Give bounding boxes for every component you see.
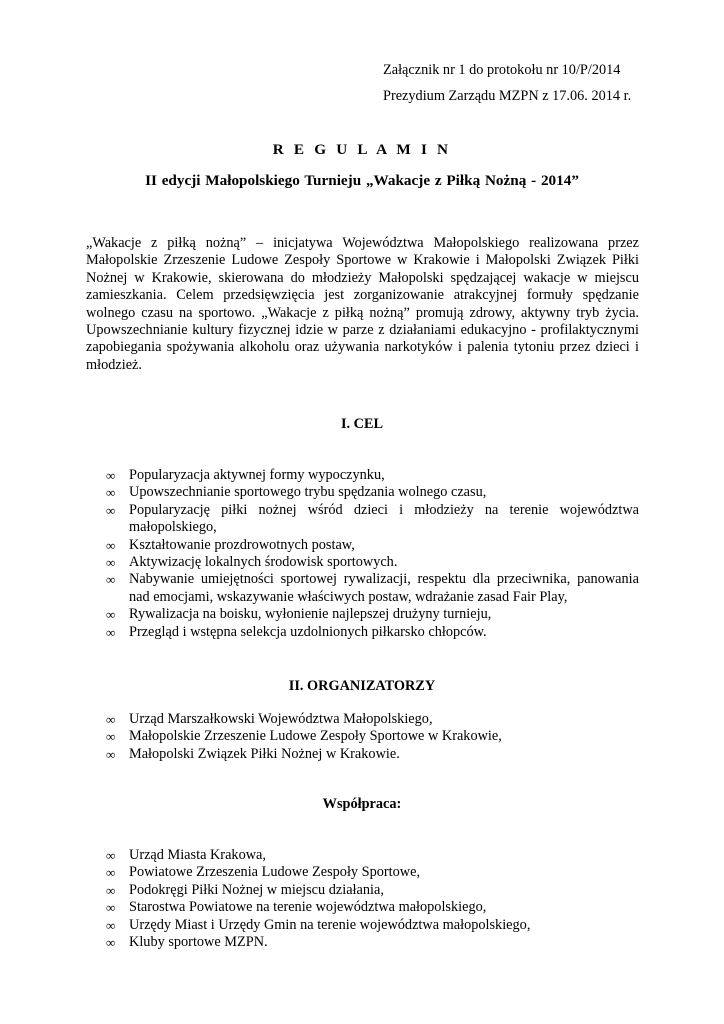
intro-text: „Wakacje z piłką nożną” – inicjatywa Województwa Małopolskiego realizowana przez Małopolskie Zrzeszenie Ludowe Zespoły Sportowe w Krakowie i Małopolski Związek Piłki Nożnej w Krakowie, skierowana do młodzieży Małopolski spędzającej wakacje w miejscu zamieszkania. Celem przedsięwzięcia jest zorganizowanie atrakcyjnej formuły spędzanie wolnego czasu na sportowo. „Wakacje z piłką nożną” promują zdrowy, aktywny tryb życia. Upowszechnianie kultury fizycznej idzie w parze z działaniami edukacyjno - profilaktycznymi zapobiegania spożywania alkoholu oraz używania narkotyków i palenia tytoniu przez dzieci i młodzież. [86, 235, 639, 373]
infinity-bullet-icon: ∞ [106, 865, 116, 881]
list-item-text: Popularyzacja aktywnej formy wypoczynku, [129, 467, 385, 483]
list-item [106, 467, 639, 484]
list-item [106, 711, 639, 728]
infinity-bullet-icon: ∞ [106, 917, 116, 933]
list-item-text: Powiatowe Zrzeszenia Ludowe Zespoły Sportowe, [129, 864, 421, 881]
list-item [106, 934, 639, 951]
section-heading-wspolpraca: Współpraca: [322, 796, 402, 812]
list-item [106, 571, 639, 606]
list-item [106, 847, 639, 864]
list-item [106, 864, 639, 881]
infinity-bullet-icon: ∞ [106, 502, 116, 518]
document-subtitle: II edycji Małopolskiego Turnieju „Wakacje z Piłką Nożną - 2014” [145, 172, 579, 189]
list-item [106, 537, 639, 554]
list-item-text: Nabywanie umiejętności sportowej rywalizacji, respektu dla przeciwnika, panowania nad emocjami, wskazywanie właściwych postaw, wdrażanie zasad Fair Play, [129, 571, 639, 605]
infinity-bullet-icon: ∞ [106, 729, 116, 745]
infinity-bullet-icon: ∞ [106, 712, 116, 727]
list-item [106, 728, 639, 745]
list-item-text: Urząd Marszałkowski Województwa Małopolskiego, [129, 711, 433, 727]
list-item-text: Przegląd i wstępna selekcja uzdolnionych piłkarsko chłopców. [129, 623, 487, 640]
intro-paragraph [86, 235, 639, 374]
list-item [106, 606, 639, 623]
attachment-header [383, 62, 631, 114]
infinity-bullet-icon: ∞ [106, 468, 116, 483]
attachment-line: Załącznik nr 1 do protokołu nr 10/P/2014 [383, 62, 621, 78]
infinity-bullet-icon: ∞ [106, 848, 116, 863]
list-item-text: Podokręgi Piłki Nożnej w miejscu działania, [129, 881, 384, 898]
infinity-bullet-icon: ∞ [106, 607, 116, 623]
list-item [106, 554, 639, 571]
list-item-text: Małopolskie Zrzeszenie Ludowe Zespoły Sportowe w Krakowie, [129, 728, 502, 745]
presidium-line: Prezydium Zarządu MZPN z 17.06. 2014 r. [383, 88, 632, 104]
list-item [106, 502, 639, 537]
list-item-text: Małopolski Związek Piłki Nożnej w Krakowie. [129, 745, 400, 762]
list-item-text: Starostwa Powiatowe na terenie województwa małopolskiego, [129, 899, 487, 916]
list-item-text: Upowszechnianie sportowego trybu spędzania wolnego czasu, [129, 484, 487, 501]
list-item-text: Popularyzację piłki nożnej wśród dzieci i młodzieży na terenie województwa małopolskiego, [129, 501, 639, 536]
list-item [106, 882, 639, 899]
infinity-bullet-icon: ∞ [106, 537, 116, 553]
wspolpraca-list [106, 847, 639, 951]
list-item [106, 746, 639, 763]
list-item-text: Kształtowanie prozdrowotnych postaw, [129, 536, 355, 553]
list-item-text: Kluby sportowe MZPN. [129, 934, 268, 951]
list-item-text: Rywalizacja na boisku, wyłonienie najlepszej drużyny turnieju, [129, 606, 492, 623]
infinity-bullet-icon: ∞ [106, 935, 116, 951]
infinity-bullet-icon: ∞ [106, 624, 116, 640]
list-item [106, 484, 639, 501]
list-item-text: Urzędy Miast i Urzędy Gmin na terenie województwa małopolskiego, [129, 916, 531, 933]
list-item-text: Aktywizację lokalnych środowisk sportowych. [129, 554, 398, 571]
list-item [106, 624, 639, 641]
infinity-bullet-icon: ∞ [106, 555, 116, 571]
infinity-bullet-icon: ∞ [106, 572, 116, 588]
list-item [106, 899, 639, 916]
infinity-bullet-icon: ∞ [106, 746, 116, 762]
infinity-bullet-icon: ∞ [106, 485, 116, 501]
infinity-bullet-icon: ∞ [106, 900, 116, 916]
list-item-text: Urząd Miasta Krakowa, [129, 847, 266, 863]
cel-list [106, 467, 639, 641]
document-title: R E G U L A M I N [272, 141, 452, 158]
list-item [106, 917, 639, 934]
infinity-bullet-icon: ∞ [106, 882, 116, 898]
section-heading-cel: I. CEL [340, 416, 384, 432]
organizatorzy-list [106, 711, 639, 763]
section-heading-organizatorzy: II. ORGANIZATORZY [288, 678, 436, 694]
